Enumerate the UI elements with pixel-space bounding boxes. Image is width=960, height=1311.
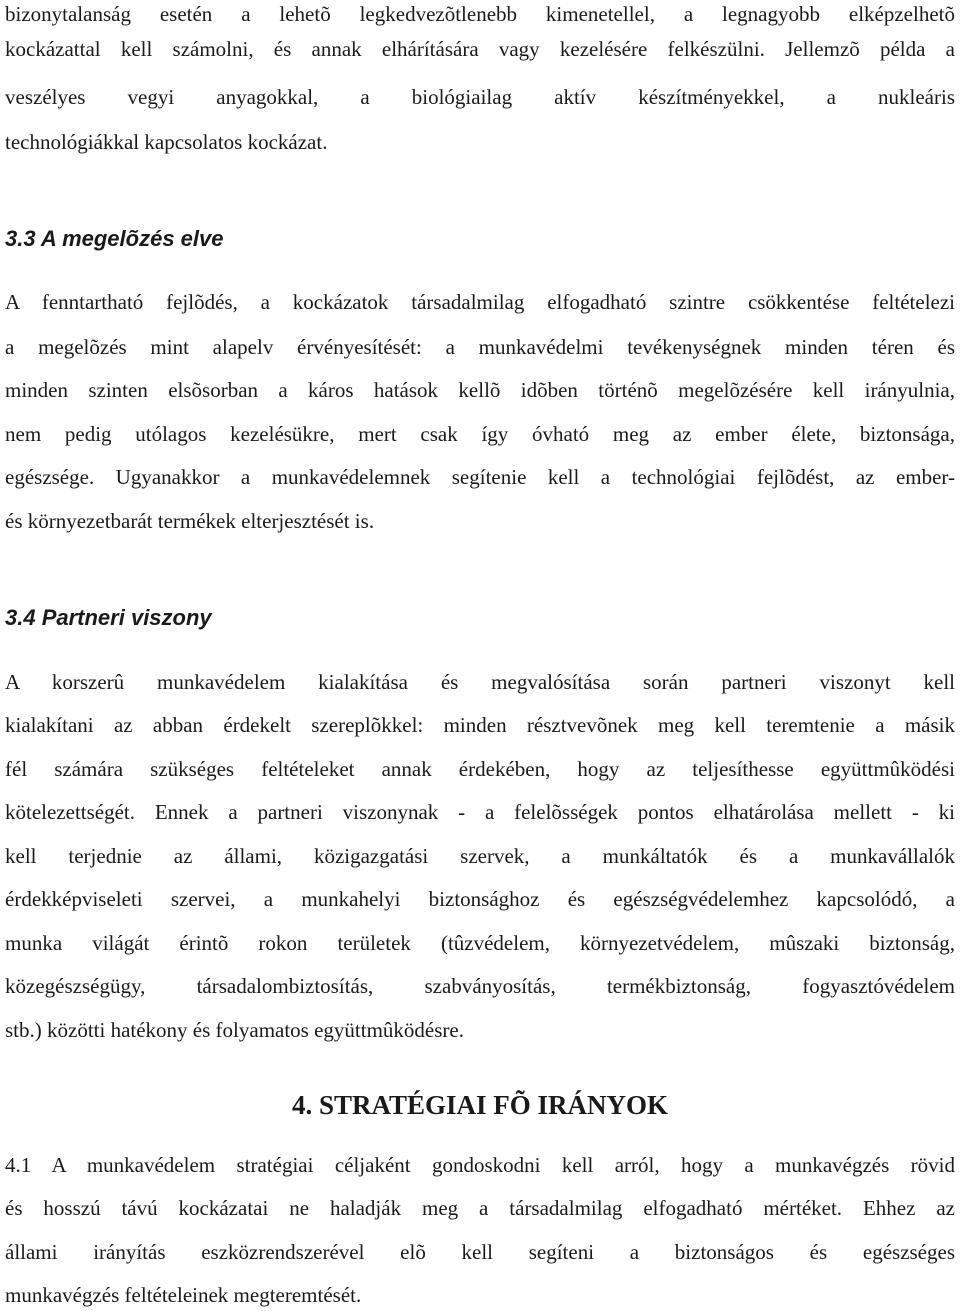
paragraph-line: egészsége. Ugyanakkor a munkavédelemnek segítenie kell a technológiai fejlõdést, az ember- <box>5 465 955 489</box>
section-heading-3-4: 3.4 Partneri viszony <box>5 605 212 630</box>
paragraph-line: munka világát érintõ rokon területek (tûzvédelem, környezetvédelem, mûszaki biztonság, <box>5 931 955 955</box>
paragraph-line: A korszerû munkavédelem kialakítása és megvalósítása során partneri viszonyt kell <box>5 670 955 694</box>
paragraph-line: fél számára szükséges feltételeket annak érdekében, hogy az teljesíthesse együttmûködési <box>5 757 955 781</box>
paragraph-line: állami irányítás eszközrendszerével elõ kell segíteni a biztonságos és egészséges <box>5 1240 955 1264</box>
paragraph-line: és hosszú távú kockázatai ne haladják meg a társadalmilag elfogadható mértéket. Ehhez az <box>5 1196 955 1220</box>
paragraph-line: kockázattal kell számolni, és annak elhárítására vagy kezelésére felkészülni. Jellemzõ példa a <box>5 37 955 61</box>
chapter-title-4: 4. STRATÉGIAI FÕ IRÁNYOK <box>291 1090 669 1120</box>
paragraph-line: 4.1 A munkavédelem stratégiai céljaként gondoskodni kell arról, hogy a munkavégzés rövid <box>5 1153 955 1177</box>
paragraph-line: bizonytalanság esetén a lehetõ legkedvezõtlenebb kimenetellel, a legnagyobb elképzelhetõ <box>5 2 955 26</box>
paragraph-line: kialakítani az abban érdekelt szereplõkkel: minden résztvevõnek meg kell teremtenie a másik <box>5 713 955 737</box>
paragraph-line: közegészségügy, társadalombiztosítás, szabványosítás, termékbiztonság, fogyasztóvédelem <box>5 974 955 998</box>
paragraph-line: veszélyes vegyi anyagokkal, a biológiailag aktív készítményekkel, a nukleáris <box>5 85 955 109</box>
paragraph-line: nem pedig utólagos kezelésükre, mert csak így óvható meg az ember élete, biztonsága, <box>5 422 955 446</box>
paragraph-line: A fenntartható fejlõdés, a kockázatok társadalmilag elfogadható szintre csökkentése feltételezi <box>5 290 955 314</box>
paragraph-line: és környezetbarát termékek elterjesztését is. <box>5 509 375 533</box>
section-heading-3-3: 3.3 A megelõzés elve <box>5 226 224 251</box>
paragraph-line: technológiákkal kapcsolatos kockázat. <box>5 130 328 154</box>
paragraph-line: stb.) közötti hatékony és folyamatos együttmûködésre. <box>5 1018 464 1042</box>
paragraph-line: a megelõzés mint alapelv érvényesítését: a munkavédelmi tevékenységnek minden téren és <box>5 335 955 359</box>
paragraph-line: munkavégzés feltételeinek megteremtését. <box>5 1283 362 1307</box>
paragraph-line: érdekképviseleti szervei, a munkahelyi biztonsághoz és egészségvédelemhez kapcsolódó, a <box>5 887 955 911</box>
paragraph-line: minden szinten elsõsorban a káros hatások kellõ idõben történõ megelõzésére kell irányulnia, <box>5 378 955 402</box>
paragraph-line: kell terjednie az állami, közigazgatási szervek, a munkáltatók és a munkavállalók <box>5 844 955 868</box>
paragraph-line: kötelezettségét. Ennek a partneri viszonynak - a felelõsségek pontos elhatárolása mellett - ki <box>5 800 955 824</box>
